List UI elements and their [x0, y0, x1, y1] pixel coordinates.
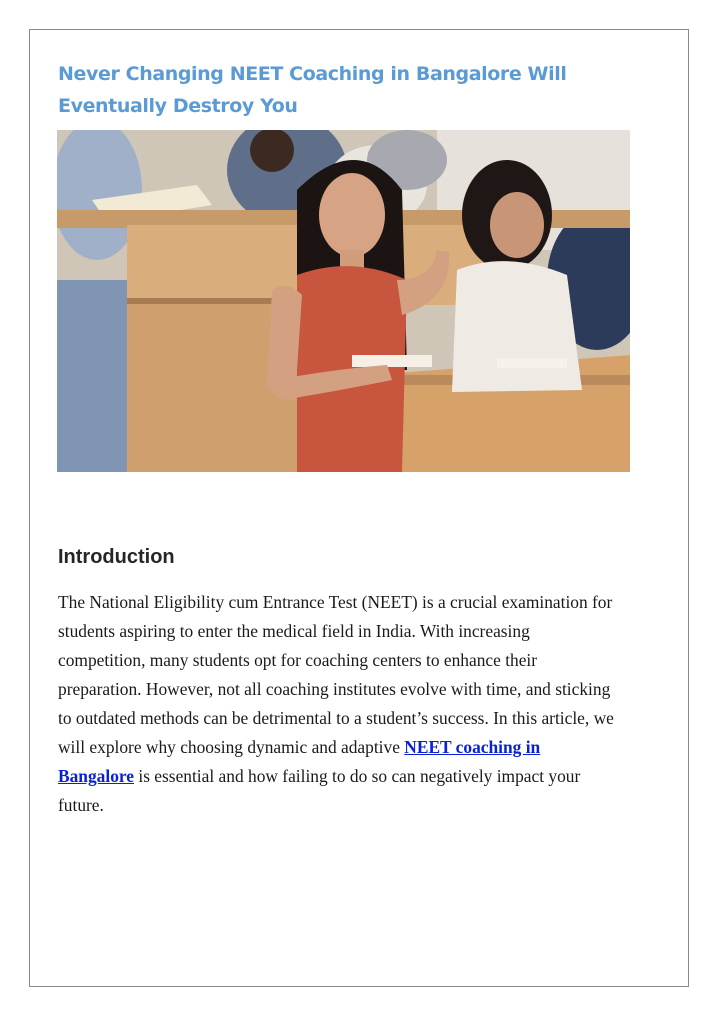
intro-paragraph — [58, 588, 618, 820]
article-title: Never Changing NEET Coaching in Bangalore Will Eventually Destroy You — [58, 63, 567, 117]
section-heading: Introduction — [58, 546, 175, 568]
paragraph-text-after-link: is essential and how failing to do so can negatively impact your future. — [58, 766, 581, 815]
paragraph-text-before-link: The National Eligibility cum Entrance Test (NEET) is a crucial examination for students aspiring to enter the medical field in India. With increasing competition, many students opt for coaching centers to enhance their preparation. However, not all coaching institutes evolve with time, and sticking to outdated methods can be detrimental to a student’s success. In this article, we will explore why choosing dynamic and adaptive — [58, 592, 614, 757]
neet-coaching-link[interactable]: NEET coaching in Bangalore — [58, 737, 541, 786]
classroom-photo — [57, 130, 630, 472]
